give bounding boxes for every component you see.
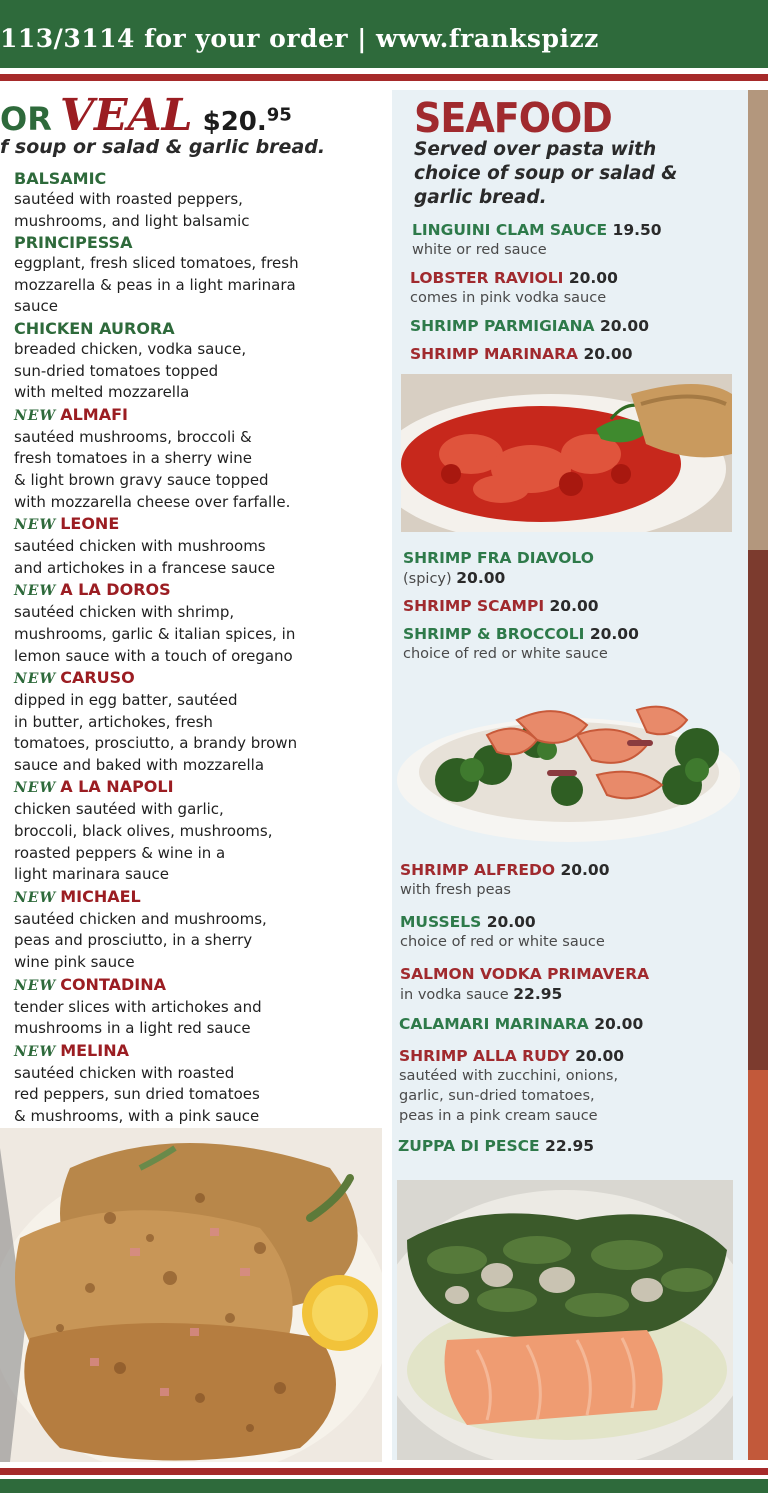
seafood-item-description bbox=[399, 1066, 624, 1126]
seafood-item-description bbox=[412, 240, 662, 260]
footer-stripe-green bbox=[0, 1479, 768, 1493]
veal-section bbox=[0, 90, 392, 1128]
veal-menu-item bbox=[14, 513, 386, 579]
seafood-item-description bbox=[400, 984, 649, 1005]
seafood-item-name bbox=[410, 344, 632, 364]
shrimp-broccoli-photo-icon bbox=[397, 680, 740, 845]
seafood-item-name bbox=[399, 1014, 643, 1034]
seafood-item-title: SHRIMP ALFREDO bbox=[400, 861, 556, 879]
seafood-item-price: 20.00 bbox=[589, 625, 639, 643]
banner-text: 113/3114 for your order | www.frankspizz bbox=[0, 24, 599, 53]
seafood-item-title: LINGUINI CLAM SAUCE bbox=[412, 221, 608, 239]
new-badge: NEW bbox=[14, 889, 57, 906]
shrimp-broccoli-photo-svg bbox=[397, 680, 740, 845]
veal-item-name bbox=[14, 168, 386, 189]
veal-item-title: LEONE bbox=[60, 514, 120, 534]
salmon-spinach-photo-icon bbox=[397, 1180, 733, 1460]
seafood-item-title: SHRIMP SCAMPI bbox=[403, 597, 545, 615]
seafood-item-description bbox=[400, 932, 605, 952]
seafood-item-name bbox=[412, 220, 662, 240]
seafood-item-price: 20.00 bbox=[486, 913, 536, 931]
edge-photo-top bbox=[748, 90, 768, 550]
veal-menu-item bbox=[14, 232, 386, 318]
seafood-item-name bbox=[400, 964, 649, 984]
veal-item-description: sautéed chicken and mushrooms, peas and prosciutto, in a sherry wine pink sauce bbox=[14, 909, 267, 972]
seafood-item-name bbox=[410, 268, 618, 288]
veal-heading bbox=[0, 90, 292, 141]
seafood-menu-item bbox=[412, 220, 662, 260]
seafood-menu-item bbox=[400, 964, 649, 1005]
seafood-menu-item bbox=[398, 1136, 594, 1156]
veal-title: VEAL bbox=[59, 90, 193, 141]
header-banner bbox=[0, 0, 768, 90]
new-badge: NEW bbox=[14, 407, 57, 424]
veal-item-title: PRINCIPESSA bbox=[14, 233, 133, 253]
seafood-item-title: SHRIMP PARMIGIANA bbox=[410, 317, 595, 335]
seafood-item-title: MUSSELS bbox=[400, 913, 482, 931]
shrimp-marinara-photo-svg bbox=[401, 374, 732, 532]
new-badge: NEW bbox=[14, 583, 57, 600]
veal-prefix: OR bbox=[0, 100, 52, 138]
veal-item-description: tender slices with artichokes and mushrooms in a light red sauce bbox=[14, 997, 262, 1038]
seafood-menu-item bbox=[403, 624, 639, 664]
seafood-item-description bbox=[403, 568, 594, 589]
seafood-item-description-text: choice of red or white sauce bbox=[400, 934, 605, 950]
seafood-item-title: CALAMARI MARINARA bbox=[399, 1015, 589, 1033]
new-badge: NEW bbox=[14, 780, 57, 797]
veal-price-main: $20. bbox=[202, 107, 267, 137]
veal-chicken-photo-icon bbox=[0, 1128, 382, 1462]
veal-item-name bbox=[14, 1040, 386, 1063]
veal-item-name bbox=[14, 974, 386, 997]
seafood-item-name bbox=[400, 912, 605, 932]
veal-item-title: CARUSO bbox=[60, 668, 135, 688]
edge-photo-middle bbox=[748, 550, 768, 1070]
veal-item-description: chicken sautéed with garlic, broccoli, black olives, mushrooms, roasted peppers & wine in a light marinara sauce bbox=[14, 800, 273, 884]
seafood-item-description-text: (spicy) bbox=[403, 571, 452, 587]
seafood-item-title: SHRIMP ALLA RUDY bbox=[399, 1047, 570, 1065]
seafood-item-price: 20.00 bbox=[594, 1015, 644, 1033]
adjacent-page-edge bbox=[748, 90, 768, 1460]
seafood-item-description bbox=[400, 880, 609, 900]
seafood-item-price: 20.00 bbox=[575, 1047, 625, 1065]
new-badge: NEW bbox=[14, 977, 57, 994]
veal-menu-item bbox=[14, 168, 386, 232]
header-divider-red bbox=[0, 74, 768, 81]
seafood-item-price: 22.95 bbox=[513, 985, 563, 1003]
veal-menu-item bbox=[14, 318, 386, 404]
veal-item-title: ALMAFI bbox=[60, 404, 128, 424]
veal-item-list bbox=[14, 168, 386, 1128]
seafood-item-description-text: white or red sauce bbox=[412, 242, 547, 258]
veal-item-description: sautéed mushrooms, broccoli & fresh tomatoes in a sherry wine & light brown gravy sauce topped with mozzarella cheese over farfalle. bbox=[14, 427, 291, 511]
seafood-item-name bbox=[400, 860, 609, 880]
veal-item-title: MELINA bbox=[60, 1040, 129, 1060]
veal-menu-item bbox=[14, 579, 386, 667]
seafood-item-description-text: choice of red or white sauce bbox=[403, 646, 608, 662]
veal-item-description: sautéed with roasted peppers, mushrooms, and light balsamic bbox=[14, 190, 250, 230]
veal-menu-item bbox=[14, 1040, 386, 1128]
seafood-item-price: 20.00 bbox=[568, 269, 618, 287]
veal-item-description: breaded chicken, vodka sauce, sun-dried tomatoes topped with melted mozzarella bbox=[14, 339, 247, 402]
seafood-menu-item bbox=[403, 596, 599, 616]
seafood-item-price: 20.00 bbox=[549, 597, 599, 615]
veal-item-title: CONTADINA bbox=[60, 974, 166, 994]
veal-item-title: A LA NAPOLI bbox=[60, 777, 174, 797]
veal-item-title: CHICKEN AURORA bbox=[14, 318, 175, 338]
veal-item-title: A LA DOROS bbox=[60, 580, 171, 600]
footer-stripe-red bbox=[0, 1468, 768, 1475]
shrimp-marinara-photo-icon bbox=[401, 374, 732, 532]
seafood-menu-item bbox=[403, 548, 594, 589]
veal-item-name bbox=[14, 318, 386, 339]
seafood-item-price: 20.00 bbox=[456, 569, 506, 587]
seafood-item-title: SALMON VODKA PRIMAVERA bbox=[400, 965, 650, 983]
seafood-item-description-text: in vodka sauce bbox=[400, 987, 509, 1003]
veal-subtitle: f soup or salad & garlic bread. bbox=[0, 136, 326, 158]
veal-item-name bbox=[14, 667, 386, 690]
seafood-item-description bbox=[403, 644, 639, 664]
seafood-subtitle: Served over pasta with choice of soup or salad & garlic bread. bbox=[414, 139, 678, 208]
seafood-item-title: SHRIMP FRA DIAVOLO bbox=[403, 549, 594, 567]
veal-menu-item bbox=[14, 974, 386, 1040]
edge-photo-bottom bbox=[748, 1070, 768, 1460]
veal-item-name bbox=[14, 232, 386, 253]
veal-item-title: BALSAMIC bbox=[14, 169, 107, 188]
seafood-item-description bbox=[410, 288, 618, 308]
veal-item-title: MICHAEL bbox=[60, 886, 141, 906]
seafood-item-description-text: with fresh peas bbox=[400, 882, 511, 898]
seafood-item-name bbox=[398, 1136, 594, 1156]
veal-item-description: dipped in egg batter, sautéed in butter, artichokes, fresh tomatoes, prosciutto, a brandy brown sauce and baked with mozzarella bbox=[14, 691, 298, 774]
seafood-item-name bbox=[403, 596, 599, 616]
seafood-title: SEAFOOD bbox=[414, 94, 612, 142]
salmon-spinach-photo-svg bbox=[397, 1180, 733, 1460]
new-badge: NEW bbox=[14, 671, 57, 688]
veal-menu-item bbox=[14, 776, 386, 885]
seafood-item-price: 22.95 bbox=[545, 1137, 595, 1155]
veal-item-name bbox=[14, 886, 386, 909]
seafood-menu-item bbox=[399, 1014, 643, 1034]
seafood-menu-item bbox=[400, 912, 605, 952]
veal-item-description: eggplant, fresh sliced tomatoes, fresh mozzarella & peas in a light marinara sauce bbox=[14, 254, 299, 316]
veal-price-cents: 95 bbox=[266, 104, 292, 126]
seafood-item-title: ZUPPA DI PESCE bbox=[398, 1137, 540, 1155]
seafood-menu-item bbox=[410, 316, 649, 336]
seafood-item-name bbox=[410, 316, 649, 336]
veal-chicken-photo-svg bbox=[0, 1128, 382, 1462]
seafood-section bbox=[392, 90, 748, 1460]
veal-menu-item bbox=[14, 667, 386, 776]
seafood-item-price: 20.00 bbox=[583, 345, 633, 363]
veal-menu-item bbox=[14, 404, 386, 513]
seafood-item-name bbox=[399, 1046, 624, 1066]
seafood-item-price: 20.00 bbox=[599, 317, 649, 335]
seafood-item-name bbox=[403, 548, 594, 568]
veal-item-name bbox=[14, 776, 386, 799]
seafood-item-name bbox=[403, 624, 639, 644]
new-badge: NEW bbox=[14, 1043, 57, 1060]
seafood-menu-item bbox=[410, 344, 632, 364]
veal-item-description: sautéed chicken with roasted red peppers, sun dried tomatoes & mushrooms, with a pink sauce bbox=[14, 1063, 260, 1125]
veal-item-description: sautéed chicken with mushrooms and artichokes in a francese sauce bbox=[14, 537, 276, 577]
veal-item-description: sautéed chicken with shrimp, mushrooms, garlic & italian spices, in lemon sauce with a touch of oregano bbox=[14, 603, 296, 665]
veal-item-name bbox=[14, 404, 386, 427]
seafood-menu-item bbox=[410, 268, 618, 308]
new-badge: NEW bbox=[14, 517, 57, 534]
veal-item-name bbox=[14, 513, 386, 536]
veal-item-name bbox=[14, 579, 386, 602]
seafood-item-title: SHRIMP & BROCCOLI bbox=[403, 625, 585, 643]
veal-price bbox=[202, 104, 292, 137]
seafood-item-title: SHRIMP MARINARA bbox=[410, 345, 579, 363]
seafood-item-price: 20.00 bbox=[560, 861, 610, 879]
seafood-item-price: 19.50 bbox=[612, 221, 662, 239]
seafood-menu-item bbox=[399, 1046, 624, 1126]
seafood-item-description-text: comes in pink vodka sauce bbox=[410, 290, 607, 306]
seafood-item-description-text: sautéed with zucchini, onions, garlic, sun-dried tomatoes, peas in a pink cream sauce bbox=[399, 1068, 619, 1124]
seafood-item-title: LOBSTER RAVIOLI bbox=[410, 269, 564, 287]
veal-menu-item bbox=[14, 886, 386, 974]
seafood-menu-item bbox=[400, 860, 609, 900]
